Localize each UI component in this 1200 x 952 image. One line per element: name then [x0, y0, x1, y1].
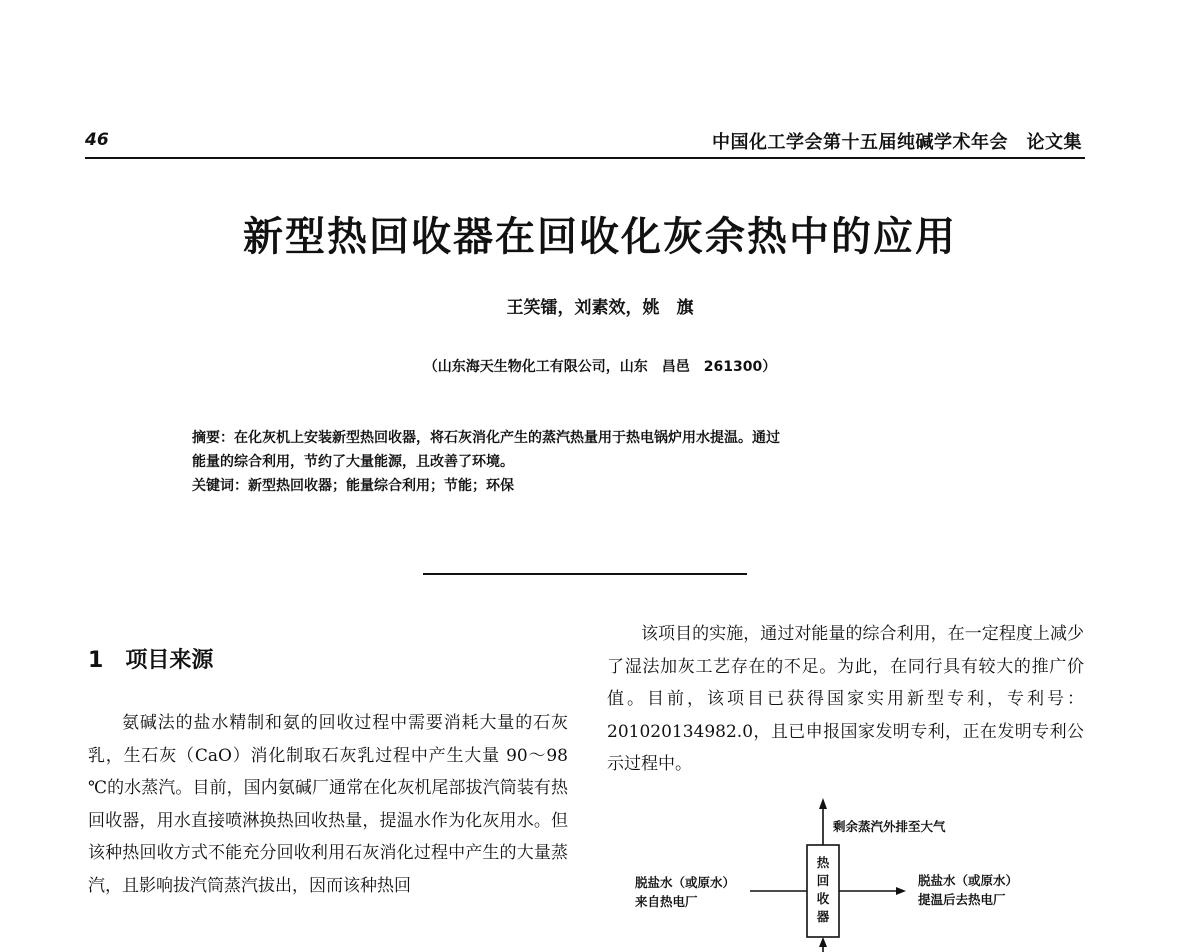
exhaust-arrow-head: [819, 798, 827, 809]
authors: 王笑镭，刘素效，姚 旗: [506, 298, 694, 318]
inlet-label-line-1: 脱盐水（或原水）: [635, 875, 736, 890]
header-rule: [85, 157, 1085, 159]
section-title: 项目来源: [125, 648, 214, 673]
box-char-4: 器: [816, 909, 830, 924]
heat-recovery-flow-diagram: [600, 795, 1080, 952]
exhaust-label: 剩余蒸汽外排至大气: [833, 819, 946, 834]
section-1-paragraph: 氨碱法的盐水精制和氨的回收过程中需要消耗大量的石灰乳，生石灰（CaO）消化制取石灰乳过程中产生大量 90～98 ℃的水蒸汽。目前，国内氨碱厂通常在化灰机尾部拔汽筒装有热回收器，用水直接喷淋换热回收热量，提温水作为化灰用水。但该种热回收方式不能充分回收利用石灰消化过程中产生的大量蒸汽，且影响拔汽筒蒸汽拔出，因而该种热回: [88, 713, 568, 896]
section-divider: [423, 573, 747, 575]
right-column-paragraph: 该项目的实施，通过对能量的综合利用，在一定程度上减少了湿法加灰工艺存在的不足。为此，在同行具有较大的推广价值。目前，该项目已获得国家实用新型专利，专利号：201020134982.0，且已申报国家发明专利，正在发明专利公示过程中。: [607, 624, 1084, 774]
outlet-label-line-2: 提温后去热电厂: [918, 892, 1006, 907]
box-char-3: 收: [816, 891, 830, 906]
section-number: 1: [88, 648, 104, 673]
abstract: [192, 426, 992, 498]
paper-title: 新型热回收器在回收化灰余热中的应用: [243, 213, 957, 260]
left-column: [88, 707, 568, 902]
journal-title: 中国化工学会第十五届纯碱学术年会 论文集: [712, 132, 1082, 153]
abstract-line-1: 摘要：在化灰机上安装新型热回收器，将石灰消化产生的蒸汽热量用于热电锅炉用水提温。通过: [192, 430, 780, 446]
affiliation: （山东海天生物化工有限公司，山东 昌邑 261300）: [423, 359, 777, 375]
box-char-1: 热: [816, 855, 830, 870]
outlet-label-line-1: 脱盐水（或原水）: [918, 873, 1019, 888]
section-1-heading: [88, 643, 213, 674]
box-char-2: 回: [816, 873, 830, 888]
abstract-line-2: 能量的综合利用，节约了大量能源，且改善了环境。: [192, 454, 514, 470]
outlet-arrow-head: [896, 887, 906, 895]
inlet-label-line-2: 来自热电厂: [635, 894, 698, 909]
right-column: [607, 618, 1084, 781]
page-number: 46: [85, 130, 109, 150]
steam-inlet-arrow-head: [819, 937, 827, 947]
keywords: 关键词：新型热回收器；能量综合利用；节能；环保: [192, 478, 514, 494]
